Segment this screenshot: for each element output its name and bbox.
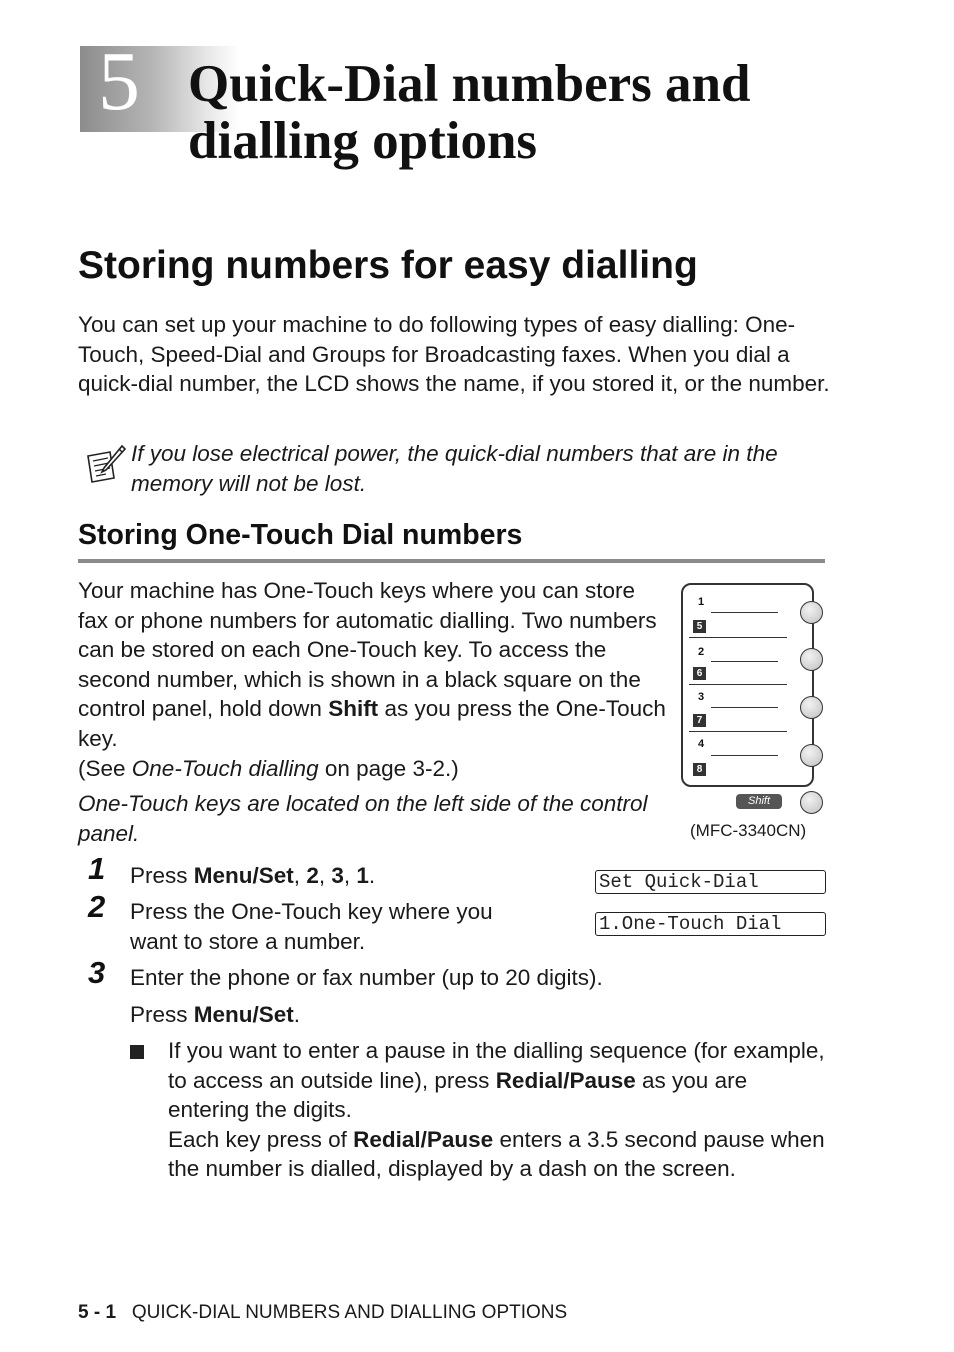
step-end: . bbox=[368, 863, 376, 888]
see-reference: One-Touch dialling bbox=[131, 755, 319, 781]
key-line bbox=[711, 612, 778, 613]
bullet-text: enters a 3.5 second pause when the number is dialled, displayed by a dash on the screen. bbox=[168, 1126, 825, 1182]
chapter-title-line1: Quick-Dial numbers and bbox=[188, 55, 751, 113]
step-number: 3 bbox=[88, 955, 106, 990]
key-label-shift: 8 bbox=[693, 763, 706, 776]
digit-key: 3 bbox=[331, 863, 344, 888]
menu-set-key: Menu/Set bbox=[193, 1002, 294, 1027]
step-number: 1 bbox=[88, 851, 106, 886]
bullet-text: If you want to enter a pause in the dialling sequence (for example, to access an outside line), press bbox=[168, 1038, 825, 1093]
step-3-press bbox=[130, 1000, 300, 1030]
step-end: . bbox=[293, 1002, 301, 1027]
chapter-number: 5 bbox=[98, 35, 140, 128]
separator: , bbox=[343, 863, 357, 888]
bullet-square-icon bbox=[130, 1045, 144, 1059]
redial-pause-key: Redial/Pause bbox=[353, 1126, 494, 1152]
one-touch-paragraph bbox=[78, 576, 668, 783]
step-1-text bbox=[130, 861, 375, 891]
separator: , bbox=[293, 863, 307, 888]
location-note: One-Touch keys are located on the left side of the control panel. bbox=[78, 791, 648, 846]
redial-pause-key: Redial/Pause bbox=[495, 1067, 636, 1093]
body-text-end: as you press the One-Touch key. bbox=[78, 696, 666, 751]
shift-button bbox=[800, 791, 823, 814]
key-separator bbox=[689, 637, 787, 638]
chapter-title bbox=[188, 56, 751, 170]
key-line bbox=[711, 707, 778, 708]
see-prefix: (See bbox=[78, 755, 126, 781]
model-caption: (MFC-3340CN) bbox=[690, 821, 807, 840]
one-touch-button bbox=[800, 696, 823, 719]
key-label: 1 bbox=[698, 596, 705, 608]
key-separator bbox=[689, 684, 787, 685]
step-number: 2 bbox=[88, 889, 106, 924]
digit-key: 1 bbox=[356, 863, 369, 888]
shift-key-label: Shift bbox=[736, 794, 782, 809]
see-suffix: on page 3-2.) bbox=[324, 755, 459, 781]
body-text: Your machine has One-Touch keys where you can store fax or phone numbers for automatic dialling. Two numbers can be stored on each One-Touch key. To access the second number, which is shown in a black square on the control panel, hold down bbox=[78, 578, 657, 722]
bullet-text: as you are entering the digits. bbox=[168, 1067, 748, 1123]
step-2-text: Press the One-Touch key where you want to store a number. bbox=[130, 899, 493, 954]
key-label: 2 bbox=[698, 646, 705, 658]
page-number: 5 - 1 bbox=[78, 1302, 117, 1323]
step-text: Press bbox=[130, 1002, 188, 1027]
key-separator bbox=[689, 731, 787, 732]
step-text: Press bbox=[130, 863, 188, 888]
page-footer bbox=[78, 1302, 567, 1324]
lcd-line-2: 1.One-Touch Dial bbox=[595, 912, 826, 936]
key-line bbox=[711, 661, 778, 662]
shift-key-term: Shift bbox=[328, 696, 379, 722]
separator: , bbox=[318, 863, 332, 888]
pause-bullet-text bbox=[168, 1036, 833, 1184]
key-label: 3 bbox=[698, 691, 705, 703]
heading-rule bbox=[78, 559, 825, 563]
chapter-title-line2: dialling options bbox=[188, 112, 538, 170]
one-touch-button bbox=[800, 601, 823, 624]
footer-title: QUICK-DIAL NUMBERS AND DIALLING OPTIONS bbox=[131, 1302, 568, 1323]
section-heading: Storing numbers for easy dialling bbox=[78, 244, 698, 287]
note-text: If you lose electrical power, the quick-dial numbers that are in the memory will not be lost. bbox=[131, 441, 778, 496]
menu-set-key: Menu/Set bbox=[193, 863, 294, 888]
key-label: 4 bbox=[698, 738, 705, 750]
one-touch-button bbox=[800, 648, 823, 671]
digit-key: 2 bbox=[306, 863, 319, 888]
key-label-shift: 5 bbox=[693, 620, 706, 633]
key-label-shift: 6 bbox=[693, 667, 706, 680]
lcd-line-1: Set Quick-Dial bbox=[595, 870, 826, 894]
subsection-heading: Storing One-Touch Dial numbers bbox=[78, 519, 523, 551]
one-touch-button bbox=[800, 744, 823, 767]
key-line bbox=[711, 755, 778, 756]
step-3-text: Enter the phone or fax number (up to 20 digits). bbox=[130, 965, 603, 990]
note-pencil-icon bbox=[84, 444, 126, 484]
bullet-text: Each key press of bbox=[168, 1126, 347, 1152]
key-label-shift: 7 bbox=[693, 714, 706, 727]
one-touch-panel bbox=[681, 583, 814, 787]
intro-paragraph: You can set up your machine to do following types of easy dialling: One-Touch, Speed-Dial and Groups for Broadcasting faxes. When you dial a quick-dial number, the LCD shows the name, if you stored it, or the number. bbox=[78, 312, 830, 397]
